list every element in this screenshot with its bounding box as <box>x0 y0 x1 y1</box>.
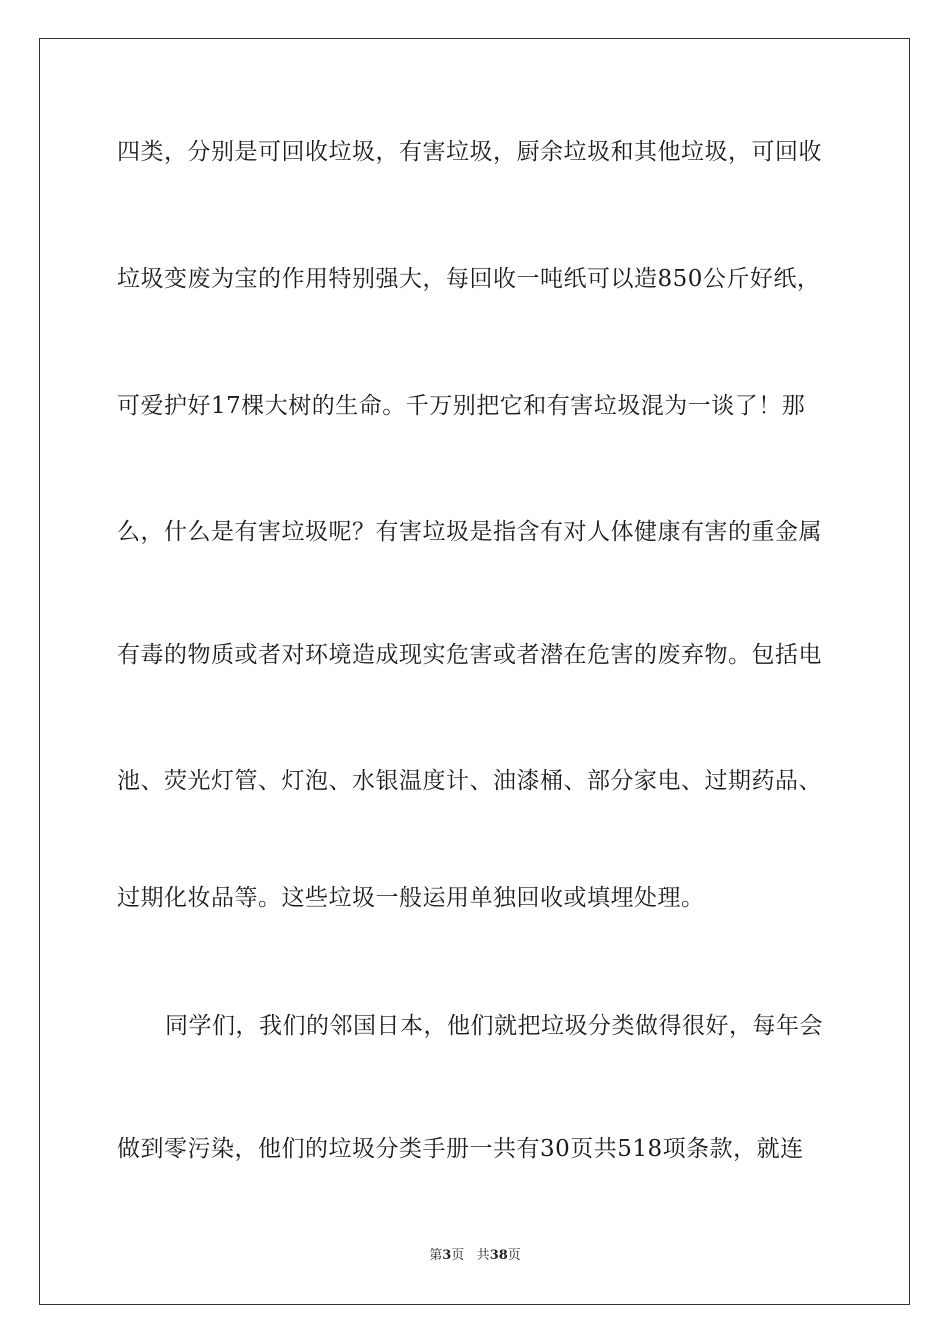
text-line-4: 么，什么是有害垃圾呢？有害垃圾是指含有对人体健康有害的重金属 <box>117 519 822 545</box>
page-suffix: 页 <box>451 1248 465 1263</box>
text-line-7: 过期化妆品等。这些垃圾一般运用单独回收或填埋处理。 <box>117 885 705 911</box>
text-line-1: 四类，分别是可回收垃圾，有害垃圾，厨余垃圾和其他垃圾，可回收 <box>117 139 822 165</box>
page-footer <box>0 1248 950 1264</box>
text-line-9: 做到零污染，他们的垃圾分类手册一共有30页共518项条款，就连 <box>117 1136 804 1162</box>
page-frame <box>39 38 910 1305</box>
page-number: 3 <box>442 1248 452 1263</box>
total-pages: 38 <box>489 1248 508 1263</box>
paragraph-start-line: 同学们，我们的邻国日本，他们就把垃圾分类做得很好，每年会 <box>165 1013 823 1039</box>
total-suffix: 页 <box>507 1248 521 1263</box>
text-line-5: 有毒的物质或者对环境造成现实危害或者潜在危害的废弃物。包括电 <box>117 642 822 668</box>
text-line-3: 可爱护好17棵大树的生命。千万别把它和有害垃圾混为一谈了！那 <box>117 393 806 419</box>
text-line-6: 池、荧光灯管、灯泡、水银温度计、油漆桶、部分家电、过期药品、 <box>117 768 822 794</box>
page-prefix: 第 <box>429 1248 443 1263</box>
total-prefix: 共 <box>476 1248 490 1263</box>
text-line-2: 垃圾变废为宝的作用特别强大，每回收一吨纸可以造850公斤好纸， <box>117 266 821 292</box>
